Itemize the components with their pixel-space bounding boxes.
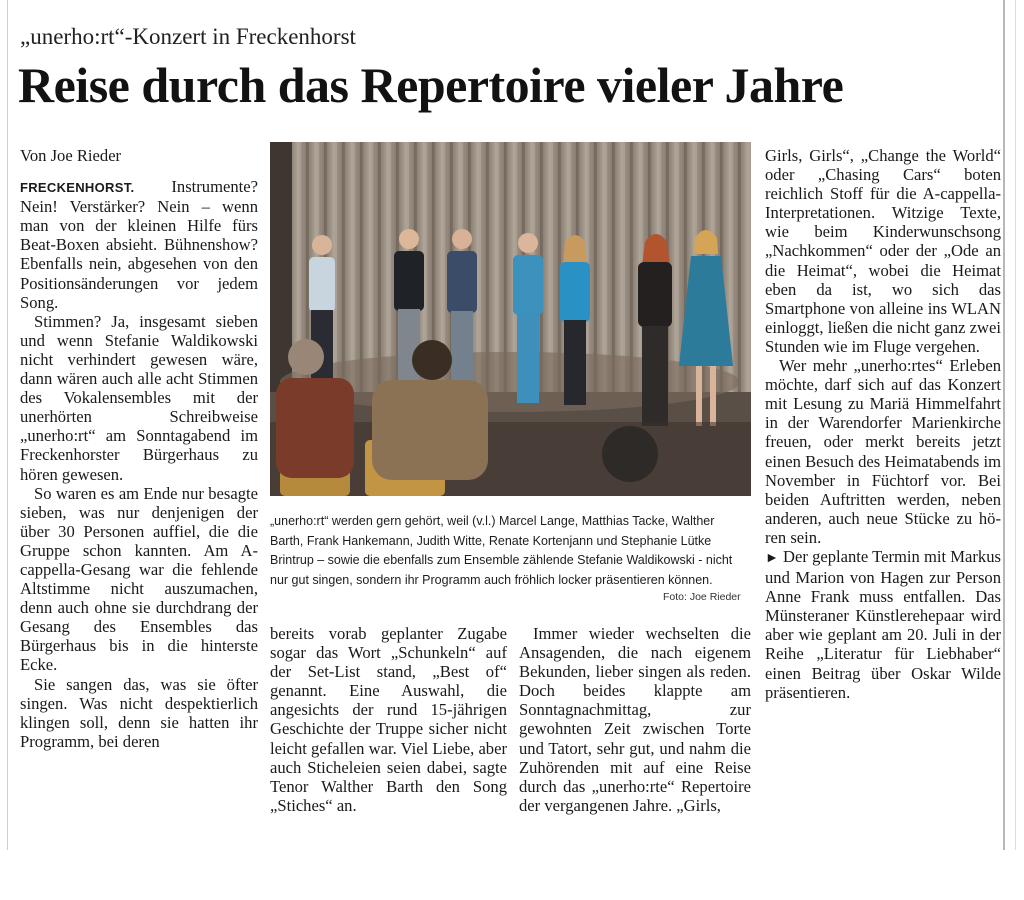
singer-3 <box>447 229 477 401</box>
singer-5 <box>560 235 590 405</box>
article-headline: Reise durch das Repertoire vieler Jahre <box>18 57 844 113</box>
paragraph-3: So waren es am Ende nur besagte sieben, was nur denjenigen der über 30 Personen auffiel, die die Gruppe schon kannten. Am A-cappella-Gesang war die fehlende Altstimme nicht auszumachen, denn auch ohne sie durchdrang der Gesang des Ensembles das Bürgerhaus bis in die hinterste Ecke. <box>20 483 258 675</box>
paragraph-9-text: Der geplante Termin mit Markus und Marion von Hagen zur Person Anne Frank muss entfallen. Das Münsteraner Künstlerehepaar wird aber wie geplant am 20. Juli in der Reihe „Literatur für Liebhaber“ einen Beitrag über Oskar Wilde präsentieren. <box>765 546 1001 702</box>
arrow-icon: ► <box>765 550 779 566</box>
singer-4 <box>513 233 543 403</box>
dateline: FRECKENHORST. <box>20 180 135 196</box>
article-column-4 <box>765 146 1001 702</box>
paragraph-9 <box>765 547 1001 702</box>
concert-photo <box>270 142 751 496</box>
article-kicker: „unerho:rt“-Konzert in Freckenhorst <box>20 24 356 49</box>
paragraph-5: bereits vorab geplanter Zugabe sogar das Wort „Schunkeln“ auf der Set-List stand, „Best of“ genannt. Eine Auswahl, die angesichts der rund 15-jährigen Geschichte der Truppe sicher nicht leicht gefallen war. Viel Liebe, aber auch Sticheleien seien dabei, sagte Tenor Walther Barth den Song „Stiches“ an. <box>270 624 507 815</box>
photo-credit: Foto: Joe Rieder <box>663 591 741 603</box>
article-column-1 <box>20 146 258 751</box>
paragraph-7: Girls, Girls“, „Change the World“ oder „Chasing Cars“ boten reichlich Stoff für die A-cappella-Interpretationen. Witzige Texte, wie beim Kinderwunschsong „Nachkommen“ oder der „Ode an die Heimat“, wobei die Heimat eben da ist, wo sich das Smartphone von alleine ins WLAN einloggt, ließen die nicht ganz zwei Stunden wie im Fluge vergehen. <box>765 146 1001 356</box>
paragraph-1 <box>20 177 258 312</box>
paragraph-8: Wer mehr „unerho:rtes“ Erleben möchte, darf sich auf das Konzert mit Lesung zu Mariä Himmelfahrt in der Warendorfer Marienkirche freuen, oder merkt bereits jetzt einen Besuch des Heimatabends im November in Füchtorf vor. Bei beiden Auftritten werden, neben anderen, auch neue Stücke zu hören sein. <box>765 356 1001 547</box>
paragraph-1-text: Instrumente? Nein! Verstärker? Nein – wenn man von der kleinen Hilfe fürs Beat-Boxen absieht. Bühnenshow? Ebenfalls nein, abgesehen von den Positionsänderungen vor jedem Song. <box>20 177 258 312</box>
byline: Von Joe Rieder <box>20 146 122 165</box>
column-rule-edge <box>1015 0 1016 850</box>
paragraph-4: Sie sangen das, was sie öfter singen. Was nicht despektierlich klingen soll, denn sie hatten ihr Programm, bei deren <box>20 674 258 751</box>
column-rule-left <box>7 0 8 850</box>
photo-caption: „unerho:rt“ werden gern gehört, weil (v.l.) Marcel Lange, Matthias Tacke, Walther Barth, Frank Hankemann, Judith Witte, Renate Kortenjann und Stephanie Lütke Brintrup – sowie die ebenfalls zum Ensemble zählende Stefanie Waldikowski - nicht nur gut singen, sondern ihr Programm auch fröhlich locker präsentieren können. <box>270 514 733 587</box>
article-column-2 <box>270 624 507 815</box>
singer-6 <box>638 234 672 426</box>
article-column-3 <box>519 624 751 815</box>
column-rule-right <box>1003 0 1005 850</box>
paragraph-2: Stimmen? Ja, insgesamt sieben und wenn Stefanie Waldikowski nicht verhindert gewesen wäre, dann wären auch alle acht Stimmen des Vokalensembles mit der unerhörten Schreibweise „unerho:rt“ am Sonntagabend im Freckenhorster Bürgerhaus zu hören gewesen. <box>20 311 258 484</box>
paragraph-6: Immer wieder wechselten die Ansagenden, die nach eigenem Bekunden, lieber singen als reden. Doch beides klappte am Sonntagnachmittag, zur gewohnten Zeit zwischen Torte und Tatort, sehr gut, und nahm die Zuhörenden mit auf eine Reise durch das „unerho:rte“ Repertoire der vergangenen Jahre. „Girls, <box>519 624 751 815</box>
